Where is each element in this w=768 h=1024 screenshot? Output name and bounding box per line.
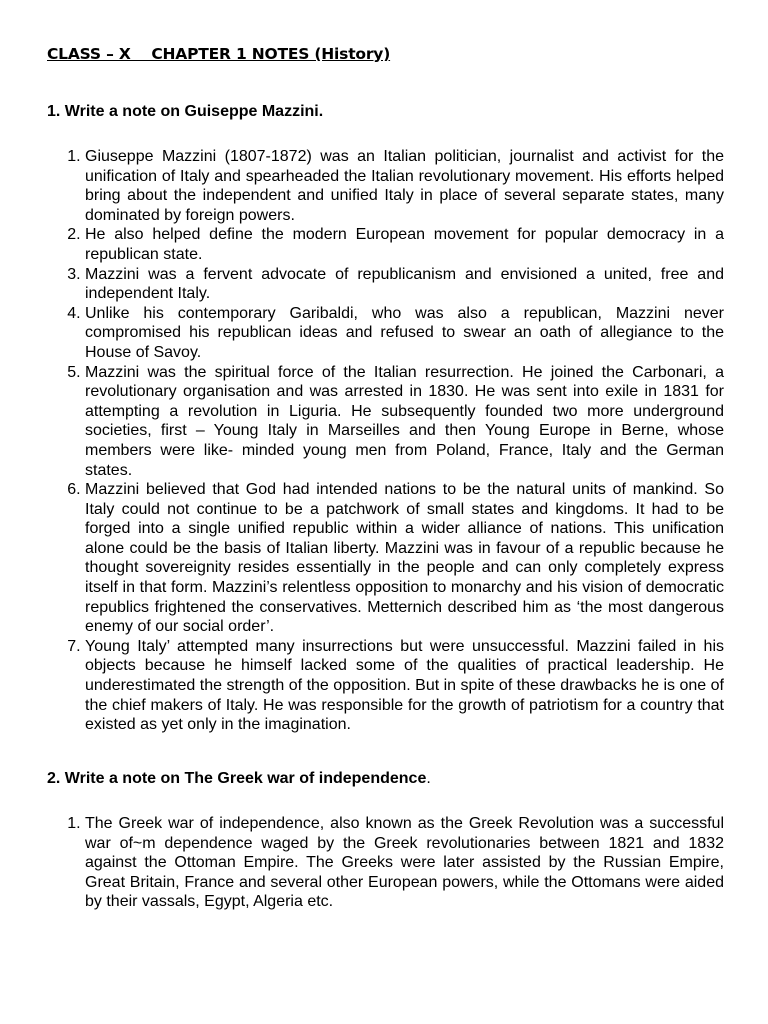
question-2-heading-tail: . <box>426 770 431 787</box>
list-item: 7. Young Italy’ attempted many insurrections but were unsuccessful. Mazzini failed in his objects because he himself lacked some of the qualities of practical leadership. He underestimated the strength of the opposition. But in spite of these drawbacks he is one of the chief makers of Italy. He was responsible for the growth of patriotism for a country that existed as yet only in the imagination. <box>85 637 724 735</box>
list-item: 5. Mazzini was the spiritual force of the Italian resurrection. He joined the Carbonari, a revolutionary organisation and was arrested in 1830. He was sent into exile in 1831 for attempting a revolution in Liguria. He subsequently founded two more underground societies, first – Young Italy in Marseilles and then Young Europe in Berne, whose members were like- minded young men from Poland, France, Italy and the German states. <box>85 363 724 481</box>
list-item: 1. The Greek war of independence, also known as the Greek Revolution was a successful war of~m dependence waged by the Greek revolutionaries between 1821 and 1832 against the Ottoman Empire. The Greeks were later assisted by the Russian Empire, Great Britain, France and several other European powers, while the Ottomans were aided by their vassals, Egypt, Algeria etc. <box>85 814 724 912</box>
question-1-heading-text: 1. Write a note on Guiseppe Mazzini. <box>47 103 324 120</box>
question-2-heading <box>47 770 431 788</box>
list-item: 6. Mazzini believed that God had intended nations to be the natural units of mankind. So Italy could not continue to be a patchwork of small states and kingdoms. It had to be forged into a single unified republic within a wider alliance of nations. This unification alone could be the basis of Italian liberty. Mazzini was in favour of a republic because he thought sovereignity resides essentially in the people and can only completely express itself in that form. Mazzini’s relentless opposition to monarchy and his vision of democratic republics frightened the conservatives. Metternich described him as ‘the most dangerous enemy of our social order’. <box>85 480 724 637</box>
document-title: CLASS – X CHAPTER 1 NOTES (History) <box>47 45 391 63</box>
list-item: 4. Unlike his contemporary Garibaldi, who was also a republican, Mazzini never compromised his republican ideas and refused to swear an oath of allegiance to the House of Savoy. <box>85 304 724 363</box>
question-2-heading-text: 2. Write a note on The Greek war of independence <box>47 770 427 787</box>
list-item: 2. He also helped define the modern European movement for popular democracy in a republican state. <box>85 225 724 264</box>
question-2-points-list <box>47 814 724 912</box>
question-1-points-list <box>47 147 724 735</box>
question-1-heading <box>47 103 323 121</box>
list-item: 1. Giuseppe Mazzini (1807-1872) was an Italian politician, journalist and activist for the unification of Italy and spearheaded the Italian revolutionary movement. His efforts helped bring about the independent and unified Italy in place of several separate states, many dominated by foreign powers. <box>85 147 724 225</box>
list-item: 3. Mazzini was a fervent advocate of republicanism and envisioned a united, free and independent Italy. <box>85 265 724 304</box>
